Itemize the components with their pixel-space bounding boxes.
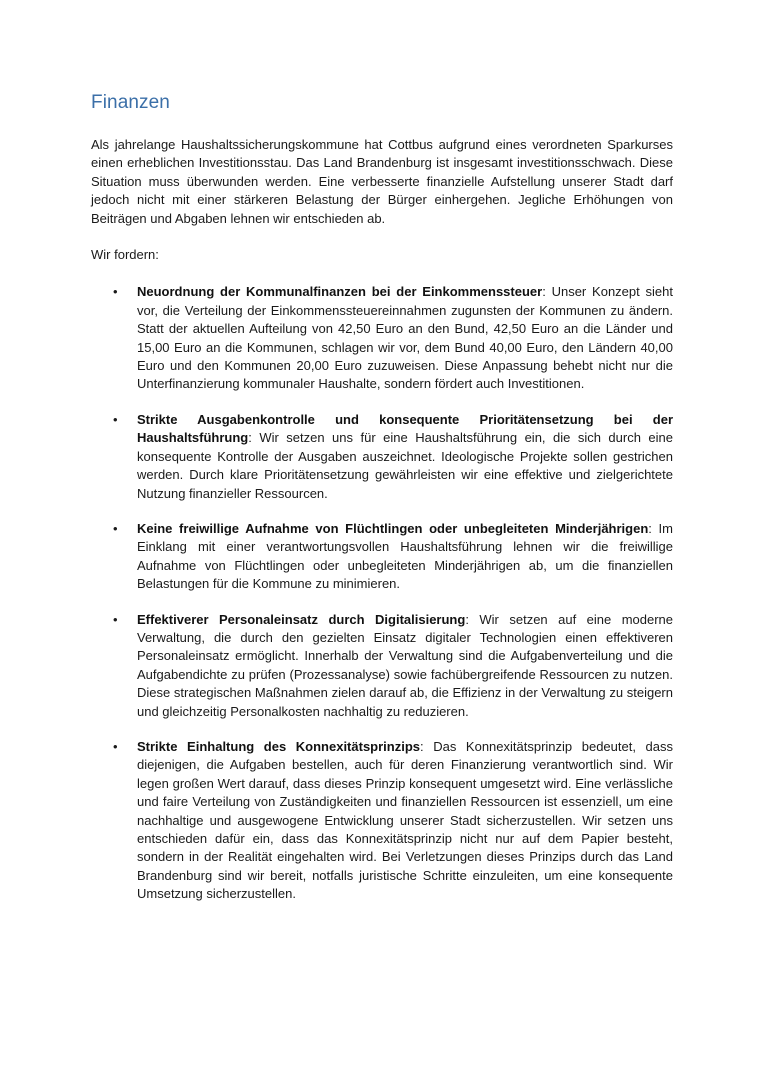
bullet-icon: • [113, 738, 118, 754]
list-item [91, 611, 673, 721]
item-title: Keine freiwillige Aufnahme von Flüchtlingen oder unbegleiteten Minderjährigen [137, 520, 649, 536]
item-text: : Wir setzen auf eine moderne Verwaltung, die durch den gezielten Einsatz digitaler Technologien einen effektiveren Personaleinsatz ermöglicht. Innerhalb der Verwaltung sind die Aufgabenverteilung und die Aufgabendichte zu prüfen (Prozessanalyse) sowie fachübergreifende Ressourcen zu nutzen. Diese strategischen Maßnahmen zielen darauf ab, die Effizienz in der Verwaltung zu steigern und gleichzeitig Personalkosten nachhaltig zu reduzieren. [137, 611, 674, 719]
bullet-icon: • [113, 611, 118, 627]
item-title: Strikte Ausgabenkontrolle und konsequente Prioritätensetzung bei der Haushaltsführung [137, 411, 673, 446]
list-item [91, 411, 673, 503]
bullet-icon: • [113, 411, 118, 427]
item-title: Strikte Einhaltung des Konnexitätsprinzips [137, 738, 421, 754]
demands-lead: Wir fordern: [91, 247, 159, 263]
list-item [91, 283, 673, 393]
bullet-icon: • [113, 284, 118, 300]
list-item [91, 738, 673, 904]
section-heading: Finanzen [91, 92, 170, 113]
item-title: Neuordnung der Kommunalfinanzen bei der Einkommenssteuer [137, 284, 543, 300]
item-text: : Unser Konzept sieht vor, die Verteilung der Einkommenssteuereinnahmen zugunsten der Kommunen zu ändern. Statt der aktuellen Aufteilung von 42,50 Euro an den Bund, 42,50 Euro an die Länder und 15,00 Euro an die Kommunen, schlagen wir vor, dem Bund 40,00 Euro, den Ländern 40,00 Euro und den Kommunen 20,00 Euro zuzuweisen. Diese Anpassung behebt nicht nur die Unterfinanzierung kommunaler Haushalte, sondern fördert auch Investitionen. [137, 284, 673, 392]
demands-list [91, 283, 673, 903]
intro-paragraph: Als jahrelange Haushaltssicherungskommune hat Cottbus aufgrund eines verordneten Sparkurses einen erheblichen Investitionsstau. Das Land Brandenburg ist insgesamt investitionsschwach. Diese Situation muss überwunden werden. Eine verbesserte finanzielle Aufstellung unserer Stadt darf jedoch nicht mit einer stärkeren Belastung der Bürger einhergehen. Jegliche Erhöhungen von Beiträgen und Abgaben lehnen wir entschieden ab. [91, 137, 673, 226]
item-text: : Im Einklang mit einer verantwortungsvollen Haushaltsführung lehnen wir die freiwillige Aufnahme von Flüchtlingen oder unbegleiteten Minderjährigen ab, um die finanziellen Belastungen für die Kommune zu minimieren. [137, 520, 673, 592]
list-item [91, 520, 673, 594]
document-page [91, 90, 673, 921]
item-title: Effektiverer Personaleinsatz durch Digitalisierung [137, 611, 466, 627]
item-text: : Wir setzen uns für eine Haushaltsführung ein, die sich durch eine konsequente Kontrolle der Ausgaben auszeichnet. Ideologische Projekte sollen gestrichen werden. Durch klare Prioritätensetzung gewährleisten wir eine effektive und zielgerichtete Nutzung finanzieller Ressourcen. [137, 430, 673, 501]
bullet-icon: • [113, 520, 118, 536]
item-text: : Das Konnexitätsprinzip bedeutet, dass diejenigen, die Aufgaben bestellen, auch für deren Finanzierung verantwortlich sind. Wir legen großen Wert darauf, dass dieses Prinzip konsequent umgesetzt wird. Eine verlässliche und faire Verteilung von Zuständigkeiten und finanziellen Ressourcen ist essenziell, um eine nachhaltige und ausgewogene Entwicklung unserer Stadt sicherzustellen. Wir setzen uns entschieden dafür ein, dass das Konnexitätsprinzip nicht nur auf dem Papier besteht, sondern in der Realität eingehalten wird. Bei Verletzungen dieses Prinzips durch das Land Brandenburg sind wir bereit, notfalls juristische Schritte einzuleiten, um eine konsequente Umsetzung sicherzustellen. [137, 738, 673, 902]
